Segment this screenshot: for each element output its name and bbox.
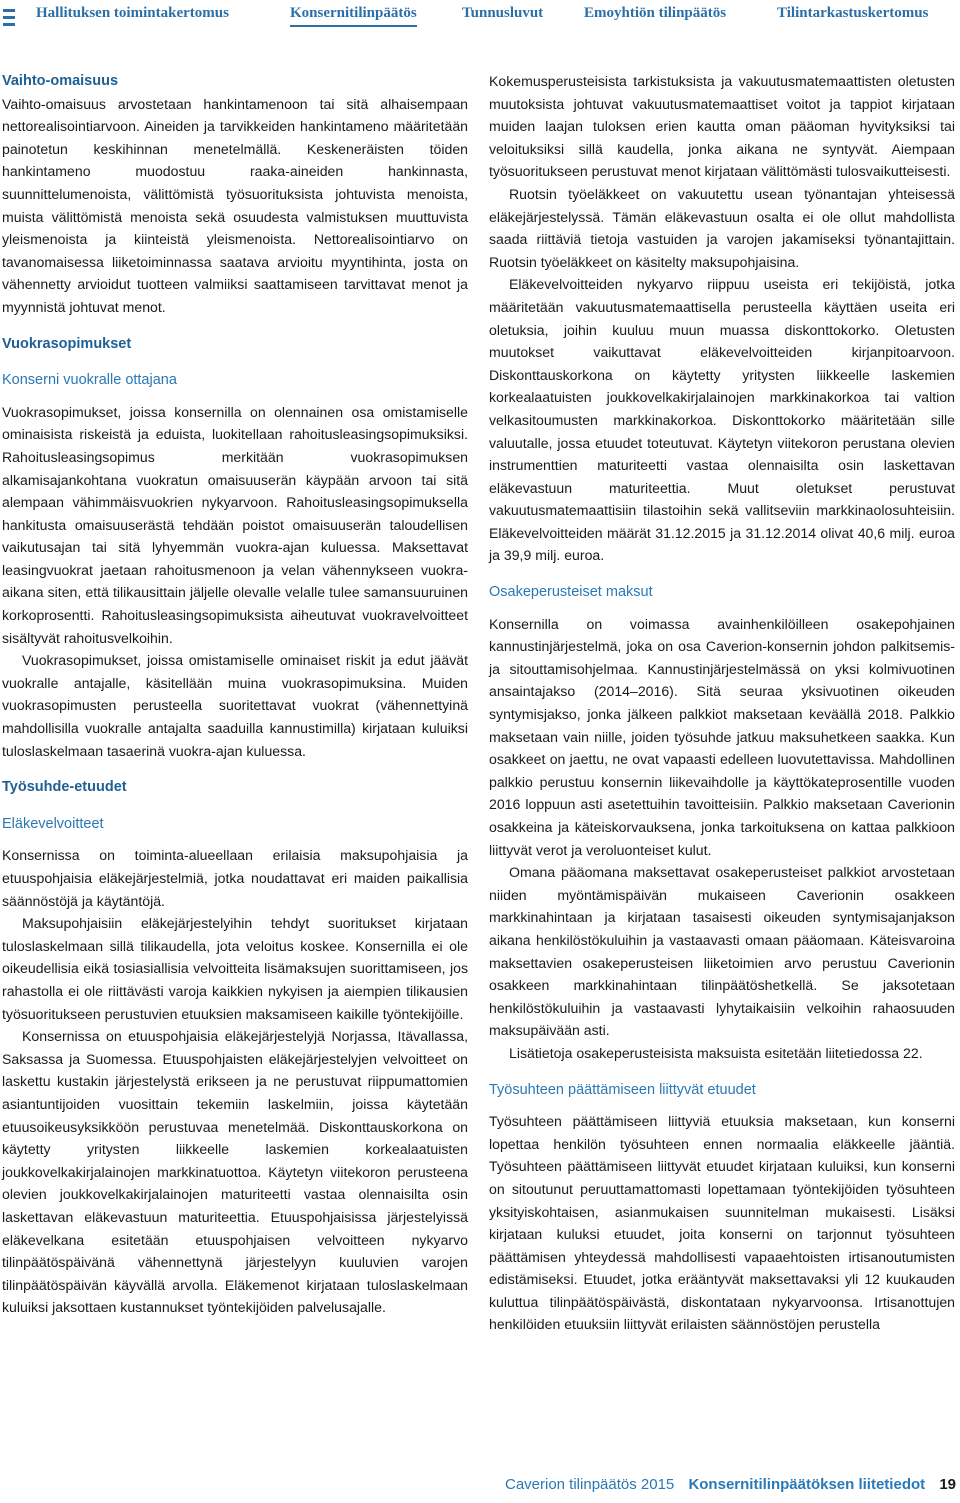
page-footer — [0, 1476, 956, 1493]
employee-benefits-heading: Työsuhde-etuudet — [2, 779, 127, 796]
top-navigation — [0, 0, 960, 40]
pensions-paragraph-3: Konsernissa on etuuspohjaisia eläkejärjestelyjä Norjassa, Itävallassa, Saksassa ja Suomessa. Etuuspohjaisten eläkejärjestelyjen velvoitteet on laskettu kustakin järjestelystä erikseen ja ne perustuvat riippumattomien asiantuntijoiden vuosittain tekemiin laskelmiin, joissa käytetään etuusoikeusyksikköön perustuvaa menetelmää. Diskonttauskorkona on käytetty yritysten liikkeelle laskemien korkealaatuisten joukkovelkakirjalainojen markkinatuottoa. Käytetyn viitekoron perusteena olevien joukkovelkakirjalainojen maturiteetti vastaa olennaisilta osin laskettavan eläkevastuun maturiteettia. Etuuspohjaisissa järjestelyissä eläkevelkana esitetään etuuspohjaisen velvoitteen nykyarvo tilinpäätöspäivänä vähennettynä järjestelyyn kuuluvien varojen tilinpäätöspäivän käyvällä arvolla. Eläkemenot kirjataan tuloslaskelmaan kuluiksi jaksottaen kustannukset työntekijöiden palvelusajalle. — [2, 1028, 468, 1316]
share-based-payments-subheading: Osakeperusteiset maksut — [489, 584, 653, 601]
inventory-heading: Vaihto-omaisuus — [2, 73, 119, 89]
share-paragraph-1: Konsernilla on voimassa avainhenkilöilleen osakepohjainen kannustinjärjestelmä, joka on osa Caverion-konsernin johdon palkitsemis- ja sitouttamisohjelmaa. Kannustinjärjestelmässä on yksi kolmivuotinen ansaintajakso (2014–2016). Sitä seuraa yksivuotinen oikeuden syntymisjakso, jonka jälkeen palkkiot maksetaan keväällä 2018. Palkkio maksetaan vain niille, joiden työsuhde jatkuu maksuhetkeen saakka. Kun osakkeet on jaettu, ne ovat vapaasti edelleen luovutettavissa. Mahdollinen palkkio perustuu konsernin liikevaihdolle ja käyttökateprosentille vuoden 2016 loppuun asti asetettuihin tavoitteisiin. Palkkio maksetaan Caverionin osakkeina ja käteiskorvauksena, jonka tarkoituksena on kattaa palkkioon liittyvät verot ja veroluonteiset kulut. — [489, 615, 955, 858]
right-column — [489, 70, 955, 1336]
pensions-paragraph-4: Kokemusperusteisista tarkistuksista ja vakuutusmatemaattisten oletusten muutoksista johtuvat vakuutusmatemaattiset voitot ja tappiot kirjataan muiden laajan tuloksen erien kautta oman pääoman hyvityksiksi tai veloituksiksi sillä kaudella, jonka aikana ne syntyvät. Aiempaan työsuoritukseen perustuvat menot kirjataan välittömästi tulosvaikutteisesti. — [489, 73, 955, 180]
leases-subheading: Konserni vuokralle ottajana — [2, 372, 177, 389]
page-number: 19 — [939, 1476, 956, 1493]
left-column — [2, 70, 468, 1319]
hamburger-menu-icon[interactable] — [3, 8, 15, 28]
pensions-paragraph-6: Eläkevelvoitteiden nykyarvo riippuu useista eri tekijöistä, jotka määritetään vakuutusmatemaattisella perusteella käyttäen useita eri oletuksia, joihin kuuluu muun muassa diskonttokorko. Oletusten muutokset vaikuttavat eläkevelvoitteiden kirjanpitoarvoon. Diskonttauskorkona on käytetty yritysten liikkeelle laskemien korkealaatuisten joukkovelkakirjalainojen markkinakorkoa tai valtion velkasitoumusten markkinakorkoa. Diskonttokorko määritetään sille valuutalle, jossa etuudet toteutuvat. Käytetyn viitekoron perustana olevien instrumenttien maturiteetti vastaa olennaisilta osin laskettavan eläkevastuun maturiteettia. Muut oletukset perustuvat vakuutusmatemaattisiin tilastoihin sekä vallitseviin markkinaolosuhteisiin. Eläkevelvoitteiden määrät 31.12.2015 ja 31.12.2014 olivat 40,6 milj. euroa ja 39,9 milj. euroa. — [489, 276, 955, 564]
share-paragraph-2: Omana pääomana maksettavat osakeperusteiset palkkiot arvostetaan niiden myöntämispäivän mukaiseen Caverionin osakkeen markkinahintaan ja kirjataan tasaisesti oikeuden syntymisajanjakson aikana henkilöstökuluihin ja vastaavasti omaan pääomaan. Käteisvaroina maksettavien osakeperusteisen liiketoimien arvo perustuu Caverionin osakkeen markkinahintaan tilinpäätöshetkellä. Se jaksotetaan henkilöstökuluihin ja vastaavasti lyhytaikaisiin velkoihin rahaosuuden maksupäivään asti. — [489, 864, 955, 1039]
pensions-paragraph-2: Maksupohjaisiin eläkejärjestelyihin tehdyt suoritukset kirjataan tuloslaskelmaan sillä tilikaudella, jota veloitus koskee. Konsernilla ei ole oikeudellisia eikä tosiasiallisia velvoitteita lisämaksujen suorittamiseen, jos rahastolla ei ole riittävästi varoja kaikkien nykyisen ja aiempien tilikausien työsuoritukseen perustuvien etuuksien maksamiseen kaikille työntekijöille. — [2, 915, 468, 1022]
share-paragraph-3: Lisätietoja osakeperusteisista maksuista esitetään liitetiedossa 22. — [509, 1044, 923, 1061]
nav-item-emoyhtio[interactable]: Emoyhtiön tilinpäätös — [584, 5, 727, 21]
termination-benefits-subheading: Työsuhteen päättämiseen liittyvät etuudet — [489, 1081, 756, 1098]
nav-item-konsernitilinpaatos[interactable]: Konsernitilinpäätös — [290, 5, 417, 27]
leases-paragraph-1: Vuokrasopimukset, joissa konsernilla on olennainen osa omistamiselle ominaisista riskeistä ja eduista, luokitellaan rahoitusleasingsopimuksiksi. Rahoitusleasingsopimus merkitään vuokrasopimuksen alkamisajankohtana vuokratun omaisuuserän käypään arvoon tai sitä alempaan vähimmäisvuokrien nykyarvoon. Rahoitusleasingsopimuksella hankitusta omaisuuserästä tehdään poistot omaisuuserän taloudellisen vaikutusajan tai sitä lyhyemmän vuokra-ajan kuluessa. Maksettavat leasingvuokrat jaetaan rahoitusmenoon ja velan vähennykseen vuokra-aikana siten, että tilikausittain jäljelle olevalle velalle tulee samansuuruinen korkoprosentti. Rahoitusleasingsopimuksista aiheutuvat vuokravelvoitteet sisältyvät rahoitusvelkoihin. — [2, 403, 468, 646]
pensions-subheading: Eläkevelvoitteet — [2, 815, 104, 832]
nav-item-tilintarkastuskertomus[interactable]: Tilintarkastuskertomus — [777, 5, 929, 21]
termination-paragraph: Työsuhteen päättämiseen liittyviä etuuksia maksetaan, kun konserni lopettaa henkilön työsuhteen ennen normaalia eläkkeelle jääntiä. Työsuhteen päättämiseen liittyvät etuudet kirjataan kuluiksi, kun konserni on sitoutunut peruuttamattomasti lopettamaan työntekijöiden työsuhteen yksityiskohtaisen, asianmukaisen suunnitelman mukaisesti. Lisäksi kirjataan kuluksi etuudet, joita konserni on tarjonnut työsuhteen päättämisen yhteydessä mahdollisesti vapaaehtoisten irtisanoutumisten edistämiseksi. Etuudet, jotka erääntyvät maksettavaksi yli 12 kuukauden kuluttua tilinpäätöspäivästä, diskontataan nykyarvoonsa. Irtisanottujen henkilöiden etuuksiin liittyvät erilaisten säännöstöjen perustella — [489, 1113, 955, 1333]
leases-heading: Vuokrasopimukset — [2, 335, 132, 352]
leases-paragraph-2: Vuokrasopimukset, joissa omistamiselle ominaiset riskit ja edut jäävät vuokralle antajalle, käsitellään muina vuokrasopimuksina. Muiden vuokrasopimusten perusteella suoritettavat vuokrat (vähennettyinä mahdollisilla vuokralle antajalta saaduilla kannustimilla) kirjataan kuluiksi tuloslaskelmaan tasaerinä vuokra-ajan kuluessa. — [2, 652, 468, 759]
nav-item-toimintakertomus[interactable]: Hallituksen toimintakertomus — [36, 5, 229, 21]
nav-item-tunnusluvut[interactable]: Tunnusluvut — [462, 5, 544, 21]
pensions-paragraph-1: Konsernissa on toiminta-alueellaan erilaisia maksupohjaisia ja etuuspohjaisia eläkejärjestelmiä, jotka noudattavat eri maiden paikallisia säännöstöjä ja käytäntöjä. — [2, 847, 468, 909]
footer-brand: Caverion tilinpäätös 2015 — [504, 1476, 675, 1493]
inventory-paragraph: Vaihto-omaisuus arvostetaan hankintamenoon tai sitä alhaisempaan nettorealisointiarvoon. Aineiden ja tarvikkeiden hankintameno määritetään painotetun keskihinnan menetelmällä. Keskeneräisten töiden hankintameno muodostuu raaka-aineiden hankinnasta, suunnittelumenoista, välittömistä työsuorituksista johtuvista menoista, muista välittömistä menoista sekä osuudesta valmistuksen muuttuvista yleismenoista ja kiinteistä yleismenoista. Nettorealisointiarvo on tavanomaisessa liiketoiminnassa saatava arvioitu myyntihinta, josta on vähennetty arvioidut tuotteen valmiiksi saattamiseen tarvittavat menot ja myynnistä johtuvat menot. — [2, 95, 468, 315]
footer-section: Konsernitilinpäätöksen liitetiedot — [688, 1476, 926, 1493]
pensions-paragraph-5: Ruotsin työeläkkeet on vakuutettu usean työnantajan yhteisessä eläkejärjestelyssä. Tämän eläkevastuun osalta ei ole ollut mahdollista saada riittäviä tietoja vastuiden ja varojen jakamiseksi työnantajittain. Ruotsin työeläkkeet on käsitelty maksupohjaisina. — [489, 185, 955, 270]
